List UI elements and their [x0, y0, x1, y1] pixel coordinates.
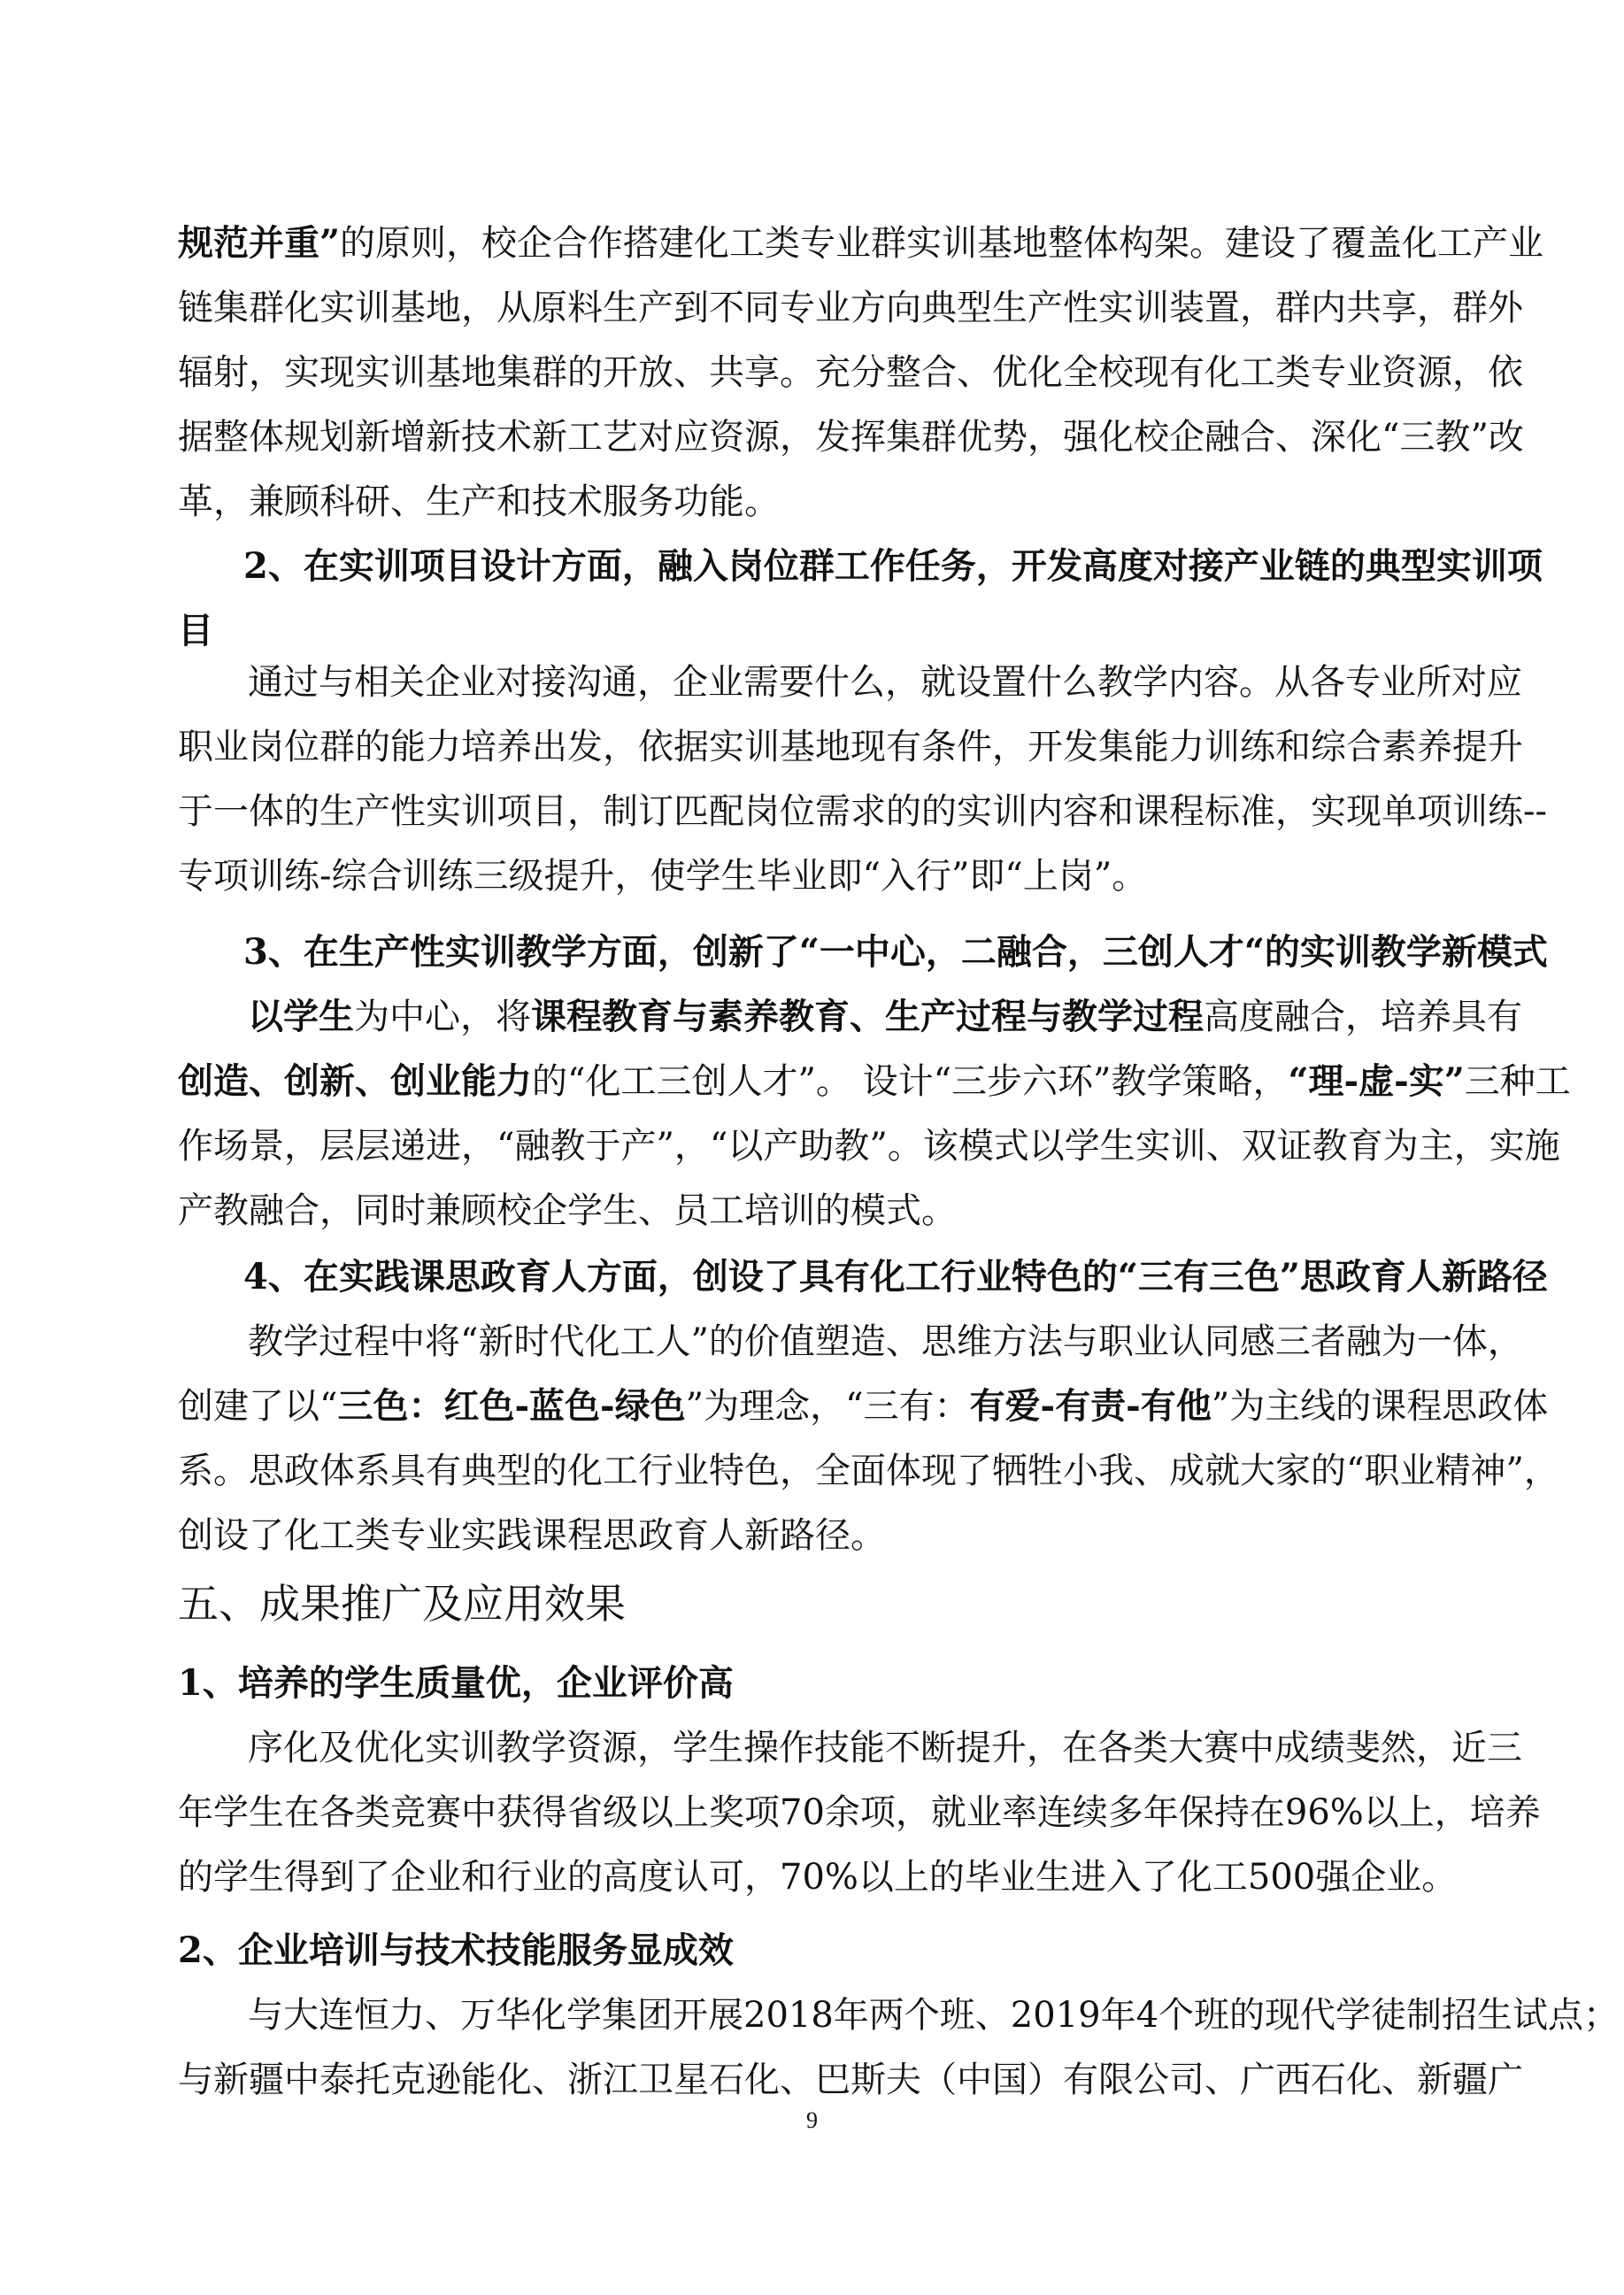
text-segment: 2、企业培训与技术技能服务显成效 — [178, 1929, 734, 1971]
text-line — [248, 1721, 1522, 1775]
text-segment: 辐射，实现实训基地集群的开放、共享。充分整合、优化全校现有化工类专业资源，依 — [178, 352, 1523, 393]
text-segment: 革，兼顾科研、生产和技术服务功能。 — [178, 481, 780, 522]
text-segment: 的原则，校企合作搭建化工类专业群实训基地整体构架。建设了覆盖化工产业 — [340, 223, 1544, 264]
text-segment: 规范并重” — [178, 222, 341, 264]
text-line — [178, 281, 1523, 335]
text-segment: 链集群化实训基地，从原料生产到不同专业方向典型生产性实训装置，群内共享，群外 — [178, 288, 1523, 328]
text-segment: 于一体的生产性实训项目，制订匹配岗位需求的的实训内容和课程标准，实现单项训练-- — [178, 791, 1548, 832]
text-line — [178, 1055, 1571, 1108]
text-segment: 产教融合，同时兼顾校企学生、员工培训的模式。 — [178, 1190, 957, 1231]
text-segment: 目 — [178, 610, 213, 651]
text-segment: 五、成果推广及应用效果 — [178, 1580, 626, 1628]
text-segment: 3、在生产性实训教学方面，创新了“一中心，二融合，三创人才“的实训教学新模式 — [243, 931, 1548, 973]
text-line — [248, 656, 1522, 709]
text-segment: 课程教育与素养教育、生产过程与教学过程 — [531, 996, 1204, 1037]
text-segment: 与大连恒力、万华化学集团开展2018年两个班、2019年4个班的现代学徒制招生试点； — [248, 1995, 1620, 2036]
text-segment: 专项训练-综合训练三级提升，使学生毕业即“入行”即“上岗”。 — [178, 856, 1148, 897]
text-line — [178, 411, 1524, 464]
chapter-heading — [178, 1577, 626, 1630]
text-segment: 创设了化工类专业实践课程思政育人新路径。 — [178, 1515, 886, 1556]
text-line — [178, 475, 780, 528]
text-segment: 创建了以“ — [178, 1386, 338, 1427]
section-heading — [243, 1251, 1548, 1304]
page-number: 9 — [806, 2107, 818, 2133]
text-line — [178, 785, 1548, 838]
text-segment: 三色：红色-蓝色-绿色 — [337, 1385, 686, 1427]
text-segment: 2、在实训项目设计方面，融入岗位群工作任务，开发高度对接产业链的典型实训项 — [243, 545, 1543, 587]
text-line — [178, 2053, 1523, 2106]
text-segment: 通过与相关企业对接沟通，企业需要什么，就设置什么教学内容。从各专业所对应 — [248, 662, 1522, 703]
text-segment: ”为理念，“三有： — [685, 1386, 970, 1427]
text-segment: “理-虚-实” — [1288, 1060, 1465, 1102]
text-segment: 创造、创新、创业能力 — [178, 1060, 532, 1102]
text-segment: 三种工 — [1464, 1061, 1571, 1102]
text-line — [178, 1380, 1549, 1433]
text-line — [178, 720, 1523, 774]
text-segment: 4、在实践课思政育人方面，创设了具有化工行业特色的“三有三色”思政育人新路径 — [243, 1256, 1548, 1298]
subsection-heading — [178, 1657, 734, 1710]
text-segment: 有爱-有责-有他 — [969, 1385, 1212, 1427]
text-line — [248, 1989, 1619, 2042]
section-heading — [243, 540, 1543, 593]
text-line — [178, 346, 1523, 399]
text-segment: 为中心，将 — [354, 997, 531, 1037]
text-segment: 职业岗位群的能力培养出发，依据实训基地现有条件，开发集能力训练和综合素养提升 — [178, 727, 1523, 767]
text-segment: 与新疆中泰托克逊能化、浙江卫星石化、巴斯夫（中国）有限公司、广西石化、新疆广 — [178, 2060, 1523, 2100]
text-segment: 高度融合，培养具有 — [1204, 997, 1522, 1037]
text-line — [178, 1444, 1559, 1498]
text-line — [178, 1120, 1560, 1173]
text-segment: 的“化工三创人才”。 设计“三步六环”教学策略， — [532, 1061, 1289, 1102]
text-line — [178, 1786, 1541, 1839]
text-line — [248, 990, 1522, 1044]
section-heading-continued — [178, 605, 213, 658]
text-segment: 1、培养的学生质量优，企业评价高 — [178, 1662, 734, 1704]
text-line — [178, 217, 1544, 270]
text-segment: 序化及优化实训教学资源，学生操作技能不断提升，在各类大赛中成绩斐然，近三 — [248, 1728, 1522, 1768]
text-segment: 年学生在各类竞赛中获得省级以上奖项70余项，就业率连续多年保持在96%以上，培养 — [178, 1792, 1541, 1833]
section-heading — [243, 926, 1548, 979]
text-segment: 教学过程中将“新时代化工人”的价值塑造、思维方法与职业认同感三者融为一体， — [248, 1321, 1523, 1362]
text-line — [178, 850, 1147, 903]
text-line — [248, 1315, 1523, 1368]
text-segment: 据整体规划新增新技术新工艺对应资源，发挥集群优势，强化校企融合、深化“三教”改 — [178, 417, 1524, 458]
text-segment: 的学生得到了企业和行业的高度认可，70%以上的毕业生进入了化工500强企业。 — [178, 1857, 1458, 1898]
text-line — [178, 1184, 957, 1237]
text-segment: 系。思政体系具有典型的化工行业特色，全面体现了牺牲小我、成就大家的“职业精神”， — [178, 1451, 1559, 1491]
text-line — [178, 1509, 886, 1562]
text-segment: 以学生 — [248, 996, 354, 1037]
text-line — [178, 1851, 1457, 1904]
text-segment: ”为主线的课程思政体 — [1211, 1386, 1549, 1427]
text-segment: 作场景，层层递进，“融教于产”，“以产助教”。该模式以学生实训、双证教育为主，实施 — [178, 1126, 1560, 1167]
subsection-heading — [178, 1924, 734, 1977]
